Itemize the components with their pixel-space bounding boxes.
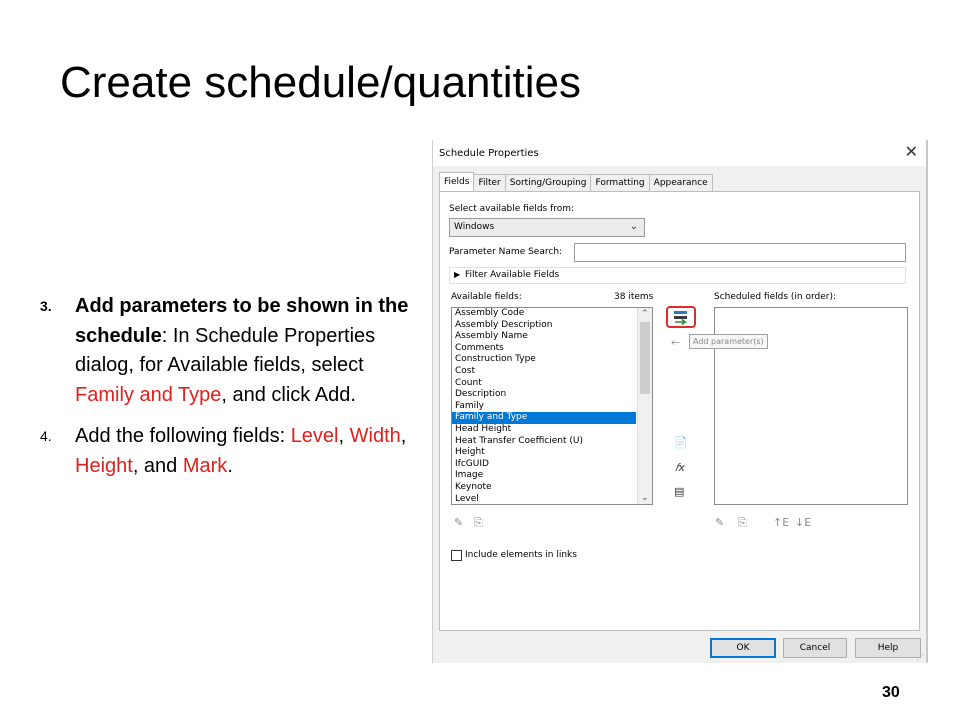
step-3 [40, 292, 410, 410]
available-count: 38 items [614, 292, 654, 302]
slide-title: Create schedule/quantities [60, 58, 581, 107]
move-down-icon[interactable]: ↓E [795, 516, 812, 529]
parameter-search-input[interactable] [574, 243, 906, 262]
step-4 [40, 422, 410, 481]
highlight-family-and-type: Family and Type [75, 383, 222, 406]
step-number: 4. [40, 428, 52, 444]
step-text [75, 422, 410, 481]
category-select-value: Windows [454, 222, 495, 232]
close-icon[interactable]: ✕ [904, 142, 918, 161]
tab-appearance[interactable]: Appearance [649, 174, 713, 191]
step-text [75, 292, 410, 410]
fx-icon[interactable]: 𝑓x [675, 461, 685, 474]
list-item[interactable]: Head Height [455, 423, 512, 434]
list-item[interactable]: Heat Transfer Coefficient (U) [455, 435, 583, 446]
instruction-steps [40, 292, 410, 493]
filter-available-fields-expander[interactable] [449, 267, 906, 284]
new-scheduled-parameter-icon[interactable]: ⎘ [738, 516, 747, 529]
step-separator: , and [132, 454, 183, 477]
page-number: 30 [882, 684, 900, 701]
step-text-end: . [227, 454, 233, 477]
resize-grip-icon[interactable]: ⋰ [916, 653, 924, 662]
step-bold-text: Add parameters to be shown in the schedule [75, 295, 409, 347]
list-item[interactable]: Count [455, 377, 482, 388]
list-item[interactable]: Construction Type [455, 354, 536, 365]
step-text-part: , and click Add. [221, 383, 356, 406]
edit-scheduled-parameter-icon[interactable]: ✎ [715, 516, 725, 529]
available-fields-items [452, 308, 652, 505]
new-parameter-icon[interactable]: ⎘ [474, 516, 483, 529]
step-separator: , [338, 425, 350, 447]
chevron-down-icon: ⌄ [629, 221, 638, 232]
list-item[interactable]: Comments [455, 342, 504, 353]
step-text-part: : In Schedule Properties dialog, for Available fields, select [75, 324, 376, 376]
list-item[interactable]: Family [455, 400, 484, 411]
dialog-titlebar [433, 140, 926, 166]
select-fields-label: Select available fields from: [449, 204, 575, 214]
list-item[interactable]: Description [455, 389, 507, 400]
highlight-mark: Mark [182, 454, 228, 477]
add-parameter-tooltip: Add parameter(s) [689, 334, 768, 349]
cancel-button[interactable]: Cancel [783, 638, 847, 658]
available-fields-label: Available fields: [451, 292, 522, 302]
ok-button[interactable]: OK [710, 638, 776, 658]
help-button[interactable]: Help [855, 638, 921, 658]
list-item[interactable]: Image [455, 470, 484, 481]
list-item[interactable]: Family and Type [452, 412, 636, 424]
remove-parameter-icon[interactable]: ← [671, 336, 681, 349]
highlight-width: Width [349, 425, 401, 447]
highlight-level: Level [290, 425, 339, 447]
list-item[interactable]: Assembly Code [455, 308, 525, 318]
scheduled-fields-label: Scheduled fields (in order): [714, 292, 837, 302]
tab-sorting-grouping[interactable]: Sorting/Grouping [505, 174, 592, 191]
list-item[interactable]: Keynote [455, 481, 492, 492]
move-up-icon[interactable]: ↑E [773, 516, 790, 529]
step-separator: , [400, 425, 407, 447]
parameter-search-label: Parameter Name Search: [449, 247, 563, 257]
tab-formatting[interactable]: Formatting [590, 174, 649, 191]
tab-filter[interactable]: Filter [473, 174, 505, 191]
edit-parameter-icon[interactable]: ✎ [454, 516, 464, 529]
schedule-properties-dialog [432, 140, 928, 663]
highlight-height: Height [75, 454, 133, 477]
list-item[interactable]: Assembly Name [455, 331, 528, 342]
scroll-down-icon[interactable]: ⌄ [641, 493, 649, 503]
list-item[interactable]: Assembly Description [455, 319, 553, 330]
combine-parameters-icon[interactable]: ▤ [674, 485, 685, 498]
include-links-checkbox[interactable] [451, 550, 462, 561]
add-parameter-button[interactable] [666, 306, 696, 328]
scroll-up-icon[interactable]: ⌃ [641, 309, 649, 319]
scroll-thumb[interactable] [640, 322, 650, 394]
vertical-scrollbar[interactable] [637, 308, 652, 504]
list-item[interactable]: Height [455, 447, 485, 458]
add-parameter-icon [668, 308, 694, 326]
category-select[interactable] [449, 218, 645, 237]
expand-arrow-icon: ▶ [454, 270, 461, 279]
list-item[interactable]: Cost [455, 365, 476, 376]
list-item[interactable]: Level [455, 493, 479, 504]
step-text-part: Add the following fields: [75, 425, 291, 447]
available-fields-list[interactable] [451, 307, 653, 505]
dialog-title: Schedule Properties [439, 148, 539, 159]
include-links-label: Include elements in links [465, 550, 577, 560]
tab-fields[interactable]: Fields [439, 172, 474, 191]
tab-bar [439, 174, 712, 192]
filter-available-fields-label: Filter Available Fields [465, 270, 560, 280]
step-number: 3. [40, 298, 52, 314]
add-calculated-parameter-icon[interactable]: 📄 [674, 436, 688, 449]
list-item[interactable]: IfcGUID [455, 458, 489, 469]
